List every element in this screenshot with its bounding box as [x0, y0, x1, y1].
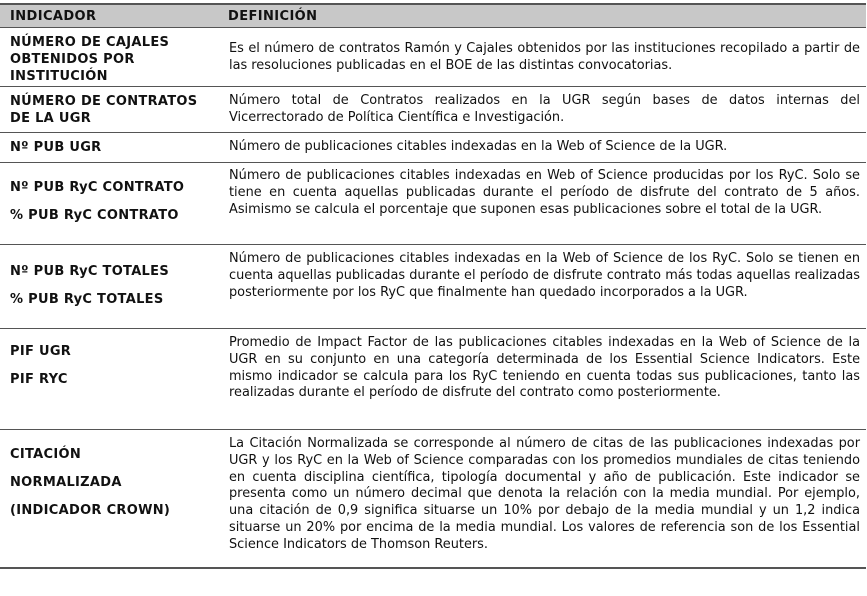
indicator-label: NORMALIZADA — [10, 475, 122, 490]
indicator-label: NÚMERO DE CAJALES — [10, 35, 170, 50]
indicator-label: PIF UGR — [10, 344, 72, 359]
table-row — [0, 28, 866, 87]
definition-cell: La Citación Normalizada se corresponde al número de citas de las publicaciones indexadas por UGR y los RyC en la Web of Science comparadas con los promedios mundiales de citas teniendo en cuenta disciplina científica, tipología documental y año de publicación. Este indicador se presenta como un número decimal que denota la relación con la media mundial. Por ejemplo, una citación de 0,9 significa situarse un 10% por debajo de la media mundial y un 1,2 indica situarse un 20% por encima de la media mundial. Los valores de referencia son de los Essential Science Indicators de Thomson Reuters. — [229, 436, 860, 552]
indicator-label: DE LA UGR — [10, 111, 92, 126]
definition-cell: Es el número de contratos Ramón y Cajales obtenidos por las instituciones recopilado a partir de las resoluciones publicadas en el BOE de las distintas convocatorias. — [229, 41, 860, 73]
indicator-cell — [0, 163, 208, 244]
indicator-label: NÚMERO DE CONTRATOS — [10, 94, 198, 109]
indicator-label: Nº PUB RyC CONTRATO — [10, 180, 185, 195]
table-row — [0, 163, 866, 245]
table-row — [0, 329, 866, 430]
indicator-label: (INDICADOR CROWN) — [10, 503, 171, 518]
indicator-cell — [0, 28, 208, 86]
indicator-cell — [0, 133, 208, 162]
indicator-label: Nº PUB RyC TOTALES — [10, 264, 169, 279]
indicator-label: % PUB RyC CONTRATO — [10, 208, 179, 223]
definition-cell: Promedio de Impact Factor de las publicaciones citables indexadas en la Web of Science de la UGR en su conjunto en una categoría determinada de los Essential Science Indicators. Este mismo indicador se calcula para los RyC teniendo en cuenta todas sus publicaciones, tanto las realizadas durante el período de disfrute del contrato como posteriormente. — [229, 335, 860, 401]
header-definicion: DEFINICIÓN — [228, 8, 318, 24]
indicator-cell — [0, 87, 208, 132]
indicator-label: INSTITUCIÓN — [10, 69, 108, 84]
indicator-label: OBTENIDOS POR — [10, 52, 135, 67]
table-row — [0, 245, 866, 329]
definition-cell: Número de publicaciones citables indexadas en la Web of Science de los RyC. Solo se tienen en cuenta aquellas publicadas durante el período de disfrute contrato más todas aquellas realizadas posteriormente por los RyC que finalmente han quedado incorporados a la UGR. — [229, 251, 860, 300]
indicator-cell — [0, 245, 208, 328]
table-header — [0, 3, 866, 28]
indicators-table — [0, 3, 866, 569]
header-indicador: INDICADOR — [10, 8, 97, 24]
indicator-cell — [0, 430, 208, 567]
indicator-label: PIF RYC — [10, 372, 68, 387]
table-row — [0, 87, 866, 133]
definition-cell: Número de publicaciones citables indexadas en Web of Science producidas por los RyC. Solo se tiene en cuenta aquellas publicadas durante el período de disfrute del contrato de 5 años. Asimismo se calcula el porcentaje que suponen esas publicaciones sobre el total de la UGR. — [229, 168, 860, 217]
indicator-label: Nº PUB UGR — [10, 140, 102, 155]
definition-cell: Número de publicaciones citables indexadas en la Web of Science de la UGR. — [229, 139, 728, 154]
definition-cell: Número total de Contratos realizados en la UGR según bases de datos internas del Vicerrectorado de Política Científica e Investigación. — [229, 93, 860, 125]
table-row — [0, 430, 866, 569]
indicator-cell — [0, 329, 208, 429]
table-row — [0, 133, 866, 163]
indicator-label: CITACIÓN — [10, 447, 82, 462]
indicator-label: % PUB RyC TOTALES — [10, 292, 164, 307]
